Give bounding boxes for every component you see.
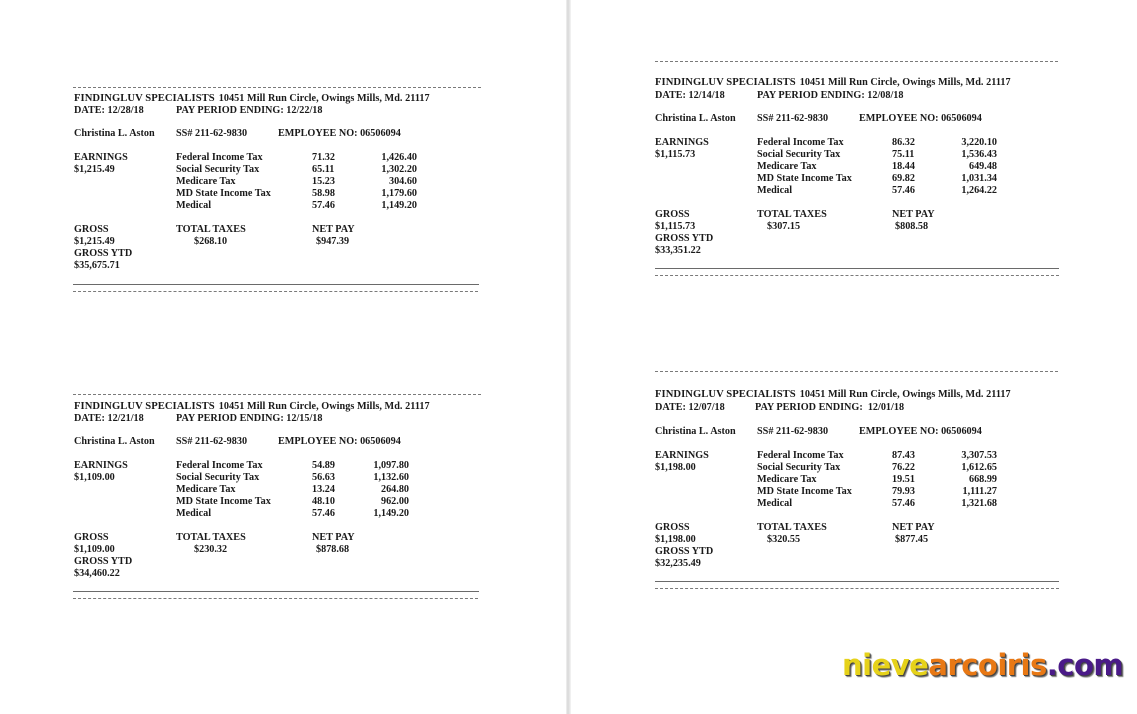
total-taxes-label: TOTAL TAXES: [757, 522, 827, 533]
deduction-label: Social Security Tax: [757, 462, 841, 473]
pay-date: DATE: 12/14/18: [655, 90, 725, 101]
deduction-label: MD State Income Tax: [757, 486, 852, 497]
deduction-current: 71.32: [312, 152, 335, 163]
pay-period-ending: PAY PERIOD ENDING: 12/15/18: [176, 413, 323, 424]
company-header: [655, 389, 1011, 401]
company-name: FINDINGLUV SPECIALISTS: [655, 389, 796, 400]
net-pay-value: $808.58: [895, 221, 929, 232]
deduction-label: MD State Income Tax: [757, 173, 852, 184]
gross-ytd-value: $35,675.71: [74, 260, 120, 271]
deduction-ytd: 649.48: [968, 161, 997, 172]
deduction-current: 13.24: [312, 484, 335, 495]
earnings-label: EARNINGS: [74, 460, 128, 471]
deduction-ytd: 1,264.22: [961, 185, 997, 196]
deduction-current: 57.46: [892, 185, 915, 196]
deduction-current: 79.93: [892, 486, 915, 497]
total-taxes-value: $268.10: [194, 236, 228, 247]
deduction-current: 69.82: [892, 173, 915, 184]
earnings-label: EARNINGS: [655, 450, 709, 461]
employee-name: Christina L. Aston: [74, 128, 155, 139]
net-pay-value: $947.39: [316, 236, 350, 247]
employee-number: EMPLOYEE NO: 06506094: [859, 113, 982, 124]
deduction-ytd: 1,179.60: [381, 188, 417, 199]
bottom-dashed-separator: [655, 588, 1059, 589]
watermark-logo: [842, 647, 1123, 683]
deduction-ytd: 962.00: [380, 496, 409, 507]
deduction-label: MD State Income Tax: [176, 188, 271, 199]
pay-period-ending: PAY PERIOD ENDING: 12/08/18: [757, 90, 904, 101]
deduction-ytd: 3,220.10: [961, 137, 997, 148]
employee-number: EMPLOYEE NO: 06506094: [859, 426, 982, 437]
pay-date: DATE: 12/21/18: [74, 413, 144, 424]
gross-label: GROSS: [74, 224, 109, 235]
employee-name: Christina L. Aston: [74, 436, 155, 447]
deduction-label: Federal Income Tax: [757, 137, 844, 148]
gross-value: $1,115.73: [655, 221, 696, 232]
employee-ssn: SS# 211-62-9830: [757, 426, 829, 437]
deduction-ytd: 1,111.27: [962, 486, 997, 497]
employee-number: EMPLOYEE NO: 06506094: [278, 436, 401, 447]
deduction-label: Federal Income Tax: [757, 450, 844, 461]
employee-ssn: SS# 211-62-9830: [176, 128, 248, 139]
total-taxes-value: $230.32: [194, 544, 228, 555]
gross-value: $1,198.00: [655, 534, 696, 545]
deduction-current: 87.43: [892, 450, 915, 461]
gross-value: $1,215.49: [74, 236, 115, 247]
deduction-ytd: 1,149.20: [381, 200, 417, 211]
deduction-ytd: 1,149.20: [373, 508, 409, 519]
total-taxes-label: TOTAL TAXES: [757, 209, 827, 220]
gross-ytd-label: GROSS YTD: [74, 556, 133, 567]
deduction-current: 54.89: [312, 460, 335, 471]
deduction-ytd: 1,321.68: [961, 498, 997, 509]
deduction-label: Medical: [176, 508, 212, 519]
gross-ytd-value: $32,235.49: [655, 558, 701, 569]
gross-value: $1,109.00: [74, 544, 115, 555]
company-address: 10451 Mill Run Circle, Owings Mills, Md. 21117: [218, 401, 430, 412]
earnings-value: $1,198.00: [655, 462, 696, 473]
deduction-label: Medicare Tax: [757, 474, 817, 485]
pay-date: DATE: 12/28/18: [74, 105, 144, 116]
net-pay-label: NET PAY: [892, 522, 935, 533]
deduction-current: 48.10: [312, 496, 335, 507]
gross-label: GROSS: [74, 532, 109, 543]
net-pay-value: $877.45: [895, 534, 929, 545]
earnings-value: $1,115.73: [655, 149, 696, 160]
deduction-current: 57.46: [312, 200, 335, 211]
deduction-label: Federal Income Tax: [176, 152, 263, 163]
pay-date: DATE: 12/07/18: [655, 402, 725, 413]
deduction-label: MD State Income Tax: [176, 496, 271, 507]
top-dashed-separator: [655, 371, 1058, 372]
total-taxes-value: $320.55: [767, 534, 801, 545]
deduction-ytd: 1,097.80: [373, 460, 409, 471]
deduction-ytd: 1,426.40: [381, 152, 417, 163]
gross-ytd-value: $34,460.22: [74, 568, 120, 579]
net-pay-value: $878.68: [316, 544, 350, 555]
earnings-label: EARNINGS: [74, 152, 128, 163]
total-taxes-label: TOTAL TAXES: [176, 532, 246, 543]
gross-ytd-value: $33,351.22: [655, 245, 701, 256]
deduction-current: 75.11: [892, 149, 915, 160]
deduction-ytd: 1,031.34: [961, 173, 997, 184]
company-name: FINDINGLUV SPECIALISTS: [74, 93, 215, 104]
deduction-current: 76.22: [892, 462, 915, 473]
deduction-ytd: 1,132.60: [373, 472, 409, 483]
deduction-label: Social Security Tax: [176, 164, 260, 175]
pay-period-ending: PAY PERIOD ENDING: 12/01/18: [755, 402, 905, 413]
watermark-part-arcoiris: arcoiris: [928, 648, 1047, 682]
deduction-ytd: 668.99: [968, 474, 997, 485]
net-pay-label: NET PAY: [312, 532, 355, 543]
gross-ytd-label: GROSS YTD: [74, 248, 133, 259]
deduction-label: Medical: [176, 200, 212, 211]
watermark-part-com: .com: [1046, 648, 1124, 682]
deduction-label: Medical: [757, 498, 793, 509]
deduction-current: 56.63: [312, 472, 335, 483]
employee-name: Christina L. Aston: [655, 113, 736, 124]
deduction-current: 57.46: [892, 498, 915, 509]
employee-name: Christina L. Aston: [655, 426, 736, 437]
deduction-label: Federal Income Tax: [176, 460, 263, 471]
total-taxes-value: $307.15: [767, 221, 801, 232]
deduction-label: Social Security Tax: [176, 472, 260, 483]
earnings-label: EARNINGS: [655, 137, 709, 148]
deduction-label: Medical: [757, 185, 793, 196]
pay-period-ending: PAY PERIOD ENDING: 12/22/18: [176, 105, 323, 116]
gross-label: GROSS: [655, 209, 690, 220]
deduction-current: 19.51: [892, 474, 915, 485]
earnings-value: $1,109.00: [74, 472, 115, 483]
earnings-value: $1,215.49: [74, 164, 115, 175]
company-address: 10451 Mill Run Circle, Owings Mills, Md. 21117: [799, 77, 1011, 88]
deduction-ytd: 1,612.65: [961, 462, 997, 473]
watermark-part-nieve: nieve: [842, 648, 929, 682]
company-address: 10451 Mill Run Circle, Owings Mills, Md. 21117: [218, 93, 430, 104]
deduction-current: 18.44: [892, 161, 915, 172]
deduction-current: 57.46: [312, 508, 335, 519]
deduction-ytd: 1,302.20: [381, 164, 417, 175]
deduction-label: Social Security Tax: [757, 149, 841, 160]
net-pay-label: NET PAY: [312, 224, 355, 235]
net-pay-label: NET PAY: [892, 209, 935, 220]
company-name: FINDINGLUV SPECIALISTS: [74, 401, 215, 412]
gross-ytd-label: GROSS YTD: [655, 233, 714, 244]
company-name: FINDINGLUV SPECIALISTS: [655, 77, 796, 88]
bottom-solid-separator: [655, 581, 1059, 582]
deduction-ytd: 3,307.53: [961, 450, 997, 461]
employee-ssn: SS# 211-62-9830: [176, 436, 248, 447]
deduction-current: 65.11: [312, 164, 335, 175]
total-taxes-label: TOTAL TAXES: [176, 224, 246, 235]
company-address: 10451 Mill Run Circle, Owings Mills, Md. 21117: [799, 389, 1011, 400]
deduction-current: 58.98: [312, 188, 335, 199]
employee-number: EMPLOYEE NO: 06506094: [278, 128, 401, 139]
deduction-label: Medicare Tax: [757, 161, 817, 172]
deduction-label: Medicare Tax: [176, 484, 236, 495]
deduction-ytd: 1,536.43: [961, 149, 997, 160]
deduction-current: 15.23: [312, 176, 335, 187]
deduction-current: 86.32: [892, 137, 915, 148]
deduction-ytd: 304.60: [388, 176, 417, 187]
employee-ssn: SS# 211-62-9830: [757, 113, 829, 124]
gross-ytd-label: GROSS YTD: [655, 546, 714, 557]
gross-label: GROSS: [655, 522, 690, 533]
deduction-ytd: 264.80: [380, 484, 409, 495]
deduction-label: Medicare Tax: [176, 176, 236, 187]
